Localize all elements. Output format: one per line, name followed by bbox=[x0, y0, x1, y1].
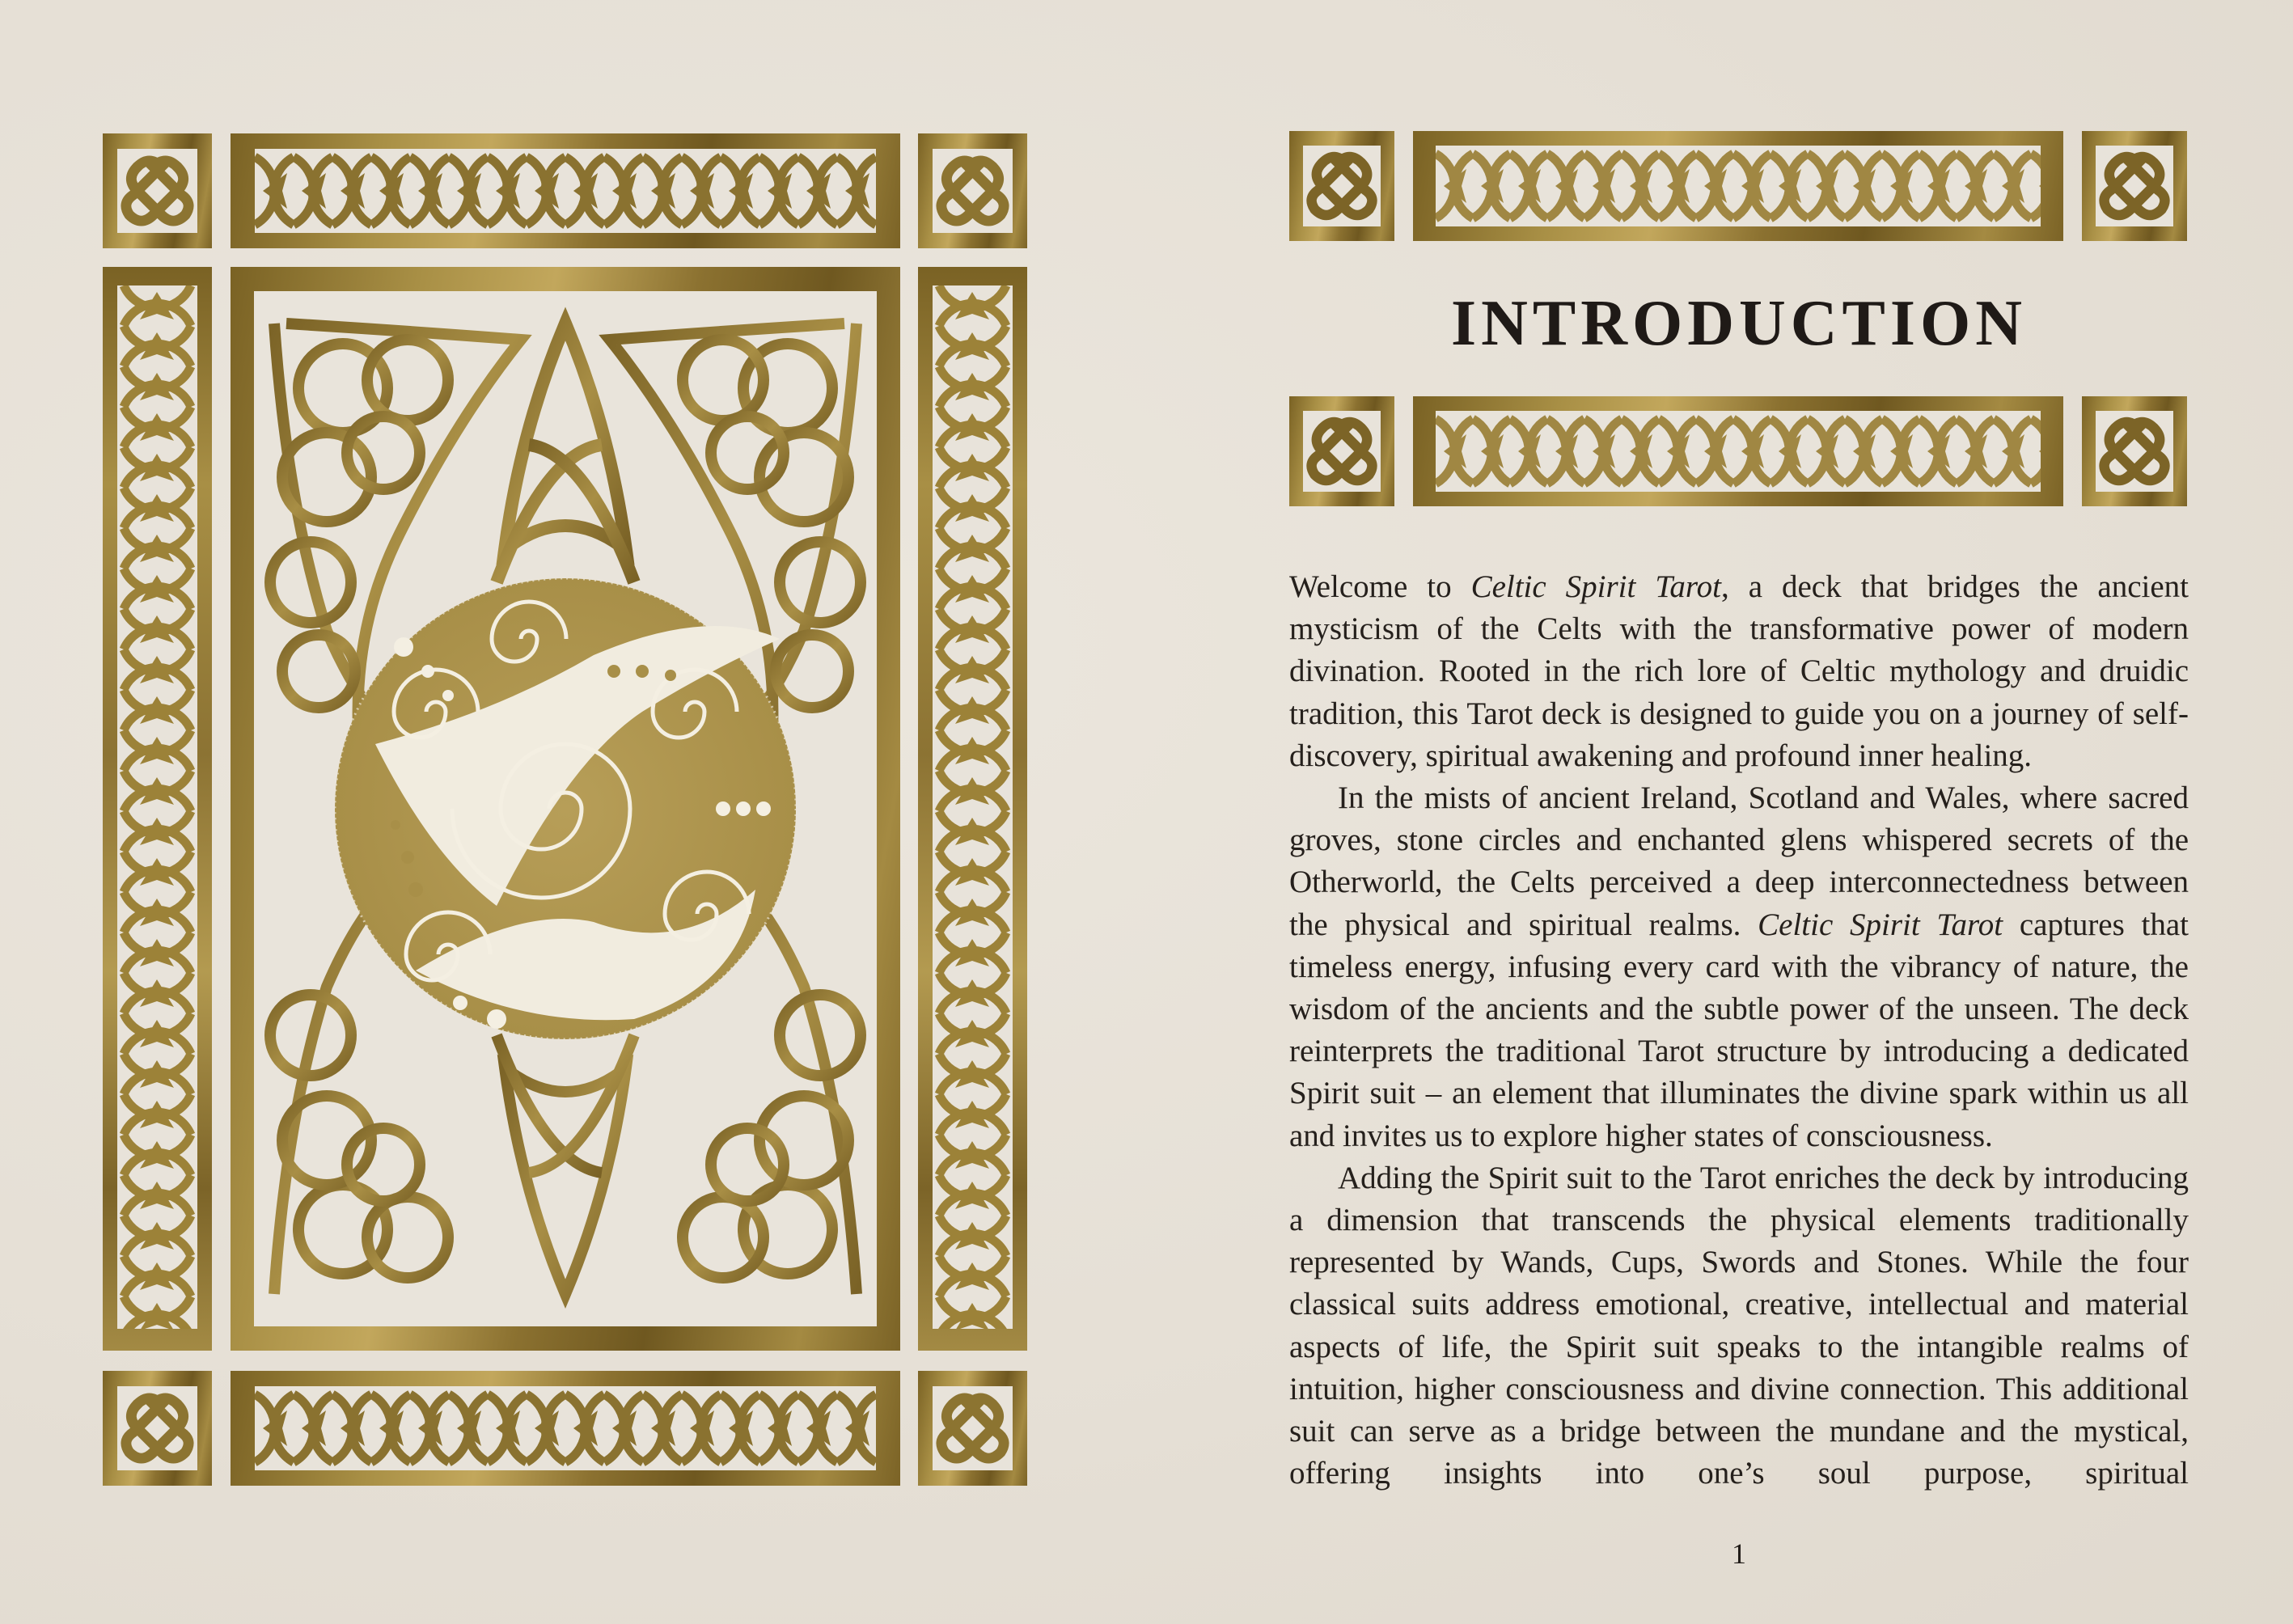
square-knot-icon bbox=[117, 1386, 197, 1470]
interlace-band-icon bbox=[255, 1386, 876, 1470]
corner-knot-bottom-right bbox=[918, 1371, 1027, 1486]
card-frame bbox=[231, 267, 900, 1351]
interlace-band-icon bbox=[1436, 146, 2041, 226]
corner-knot-top-left bbox=[103, 133, 212, 248]
interlace-band-icon bbox=[1436, 411, 2041, 492]
header-knot-bottom-right bbox=[2082, 396, 2187, 506]
interlace-band-icon bbox=[255, 149, 876, 233]
header-knot-top-right bbox=[2082, 131, 2187, 241]
corner-knot-bottom-left bbox=[103, 1371, 212, 1486]
paragraph-1: Welcome to Celtic Spirit Tarot, a deck that bridges the ancient mysticism of the Celts with the transformative power of modern divination. Rooted in the rich lore of Celtic mythology and druidic tradition, this Tarot deck is designed to guide you on a journey of self-discovery, spiritual awakening and profound inner healing. bbox=[1289, 569, 2189, 773]
celtic-knotwork-panel bbox=[254, 291, 877, 1326]
header-knot-top-left bbox=[1289, 131, 1394, 241]
triskele-roundel bbox=[335, 578, 796, 1039]
corner-knot-top-right bbox=[918, 133, 1027, 248]
square-knot-icon bbox=[2096, 411, 2173, 492]
square-knot-icon bbox=[1303, 146, 1381, 226]
border-band-right bbox=[918, 267, 1027, 1351]
page-number: 1 bbox=[1732, 1537, 1746, 1570]
interlace-band-vertical-icon bbox=[933, 285, 1013, 1329]
interlace-band-vertical-icon bbox=[117, 285, 197, 1329]
square-knot-icon bbox=[2096, 146, 2173, 226]
border-band-left bbox=[103, 267, 212, 1351]
square-knot-icon bbox=[1303, 411, 1381, 492]
square-knot-icon bbox=[933, 1386, 1013, 1470]
border-band-top bbox=[231, 133, 900, 248]
header-knot-bottom-left bbox=[1289, 396, 1394, 506]
square-knot-icon bbox=[933, 149, 1013, 233]
header-band-top bbox=[1413, 131, 2063, 241]
square-knot-icon bbox=[117, 149, 197, 233]
chapter-title: INTRODUCTION bbox=[1450, 288, 2028, 359]
paragraph-2: In the mists of ancient Ireland, Scotland and Wales, where sacred groves, stone circles and enchanted glens whispered secrets of the Otherworld, the Celts perceived a deep interconnectedness between the physical and spiritual realms. Celtic Spirit Tarot captures that timeless energy, infusing every card with the vibrancy of nature, the wisdom of the ancients and the subtle power of the unseen. The deck reinterprets the traditional Tarot structure by introducing a dedicated Spirit suit – an element that illuminates the divine spark within us all and invites us to explore higher states of consciousness. bbox=[1289, 780, 2189, 1153]
border-band-bottom bbox=[231, 1371, 900, 1486]
header-band-bottom bbox=[1413, 396, 2063, 506]
paragraph-3: Adding the Spirit suit to the Tarot enriches the deck by introducing a dimension that transcends the physical elements traditionally represented by Wands, Cups, Swords and Stones. While the four classical suits address emotional, creative, intellectual and material aspects of life, the Spirit suit speaks to the intangible realms of intuition, higher consciousness and divine connection. This additional suit can serve as a bridge between the mundane and the mystical, offering insights into one’s soul purpose, spiritual bbox=[1289, 1160, 2189, 1491]
introduction-body bbox=[1289, 566, 2189, 1495]
